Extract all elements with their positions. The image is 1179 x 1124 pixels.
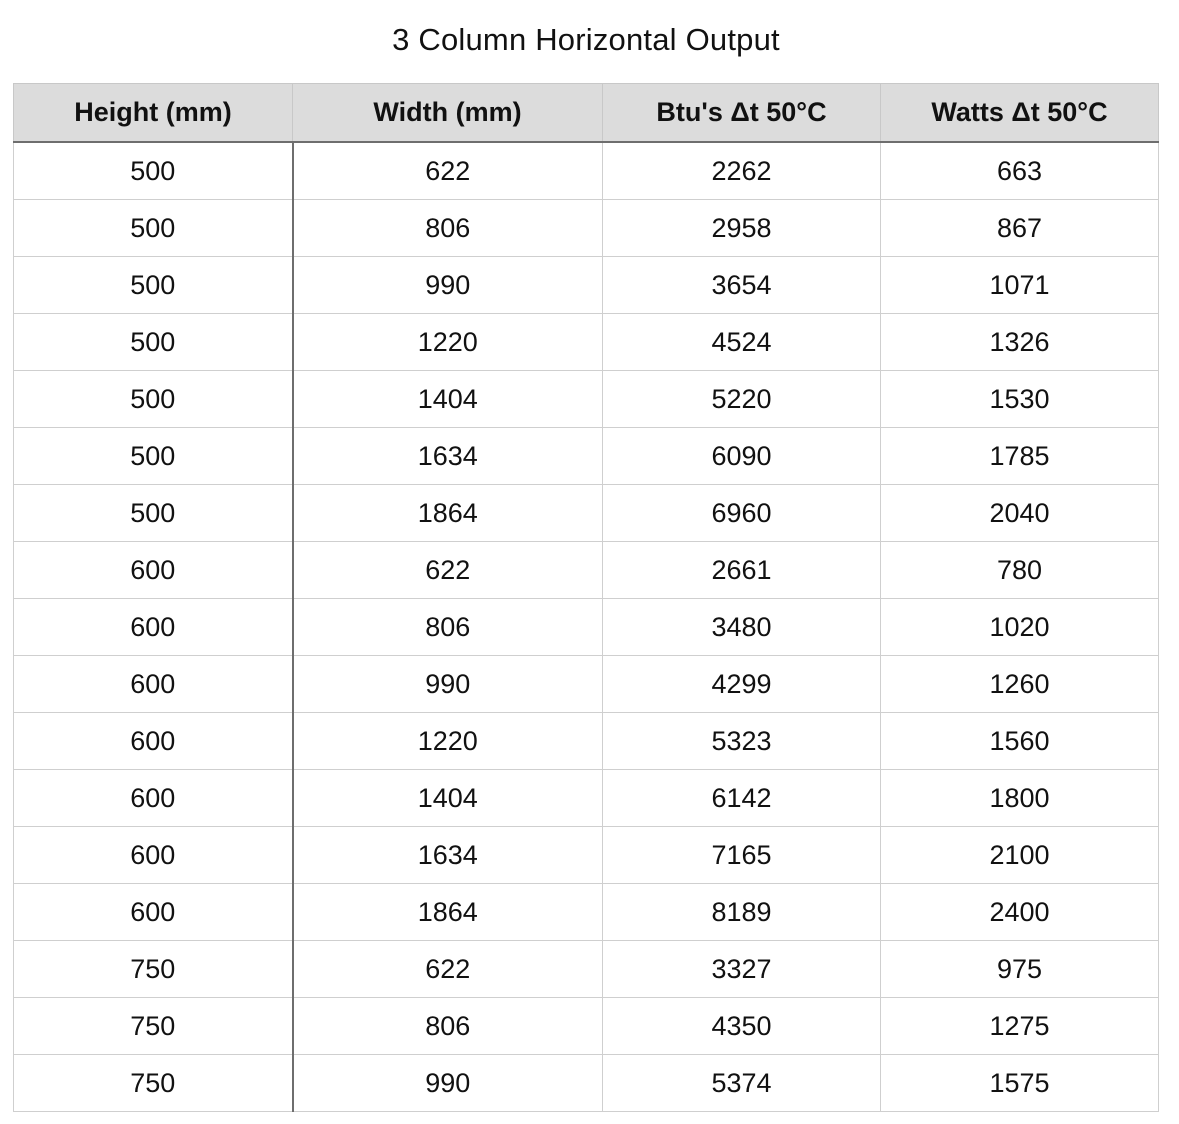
cell-width: 990 xyxy=(293,656,603,713)
header-watts: Watts Δt 50°C xyxy=(881,84,1159,143)
cell-watts: 867 xyxy=(881,200,1159,257)
output-table xyxy=(13,83,1159,1112)
table-row xyxy=(14,200,1159,257)
cell-btus: 4524 xyxy=(603,314,881,371)
cell-height: 750 xyxy=(14,941,293,998)
cell-width: 622 xyxy=(293,542,603,599)
cell-height: 500 xyxy=(14,371,293,428)
header-height: Height (mm) xyxy=(14,84,293,143)
table-row xyxy=(14,998,1159,1055)
cell-height: 500 xyxy=(14,142,293,200)
cell-width: 806 xyxy=(293,200,603,257)
cell-height: 600 xyxy=(14,827,293,884)
cell-height: 500 xyxy=(14,257,293,314)
table-row xyxy=(14,656,1159,713)
cell-watts: 2040 xyxy=(881,485,1159,542)
cell-height: 600 xyxy=(14,713,293,770)
cell-watts: 2400 xyxy=(881,884,1159,941)
cell-width: 1404 xyxy=(293,371,603,428)
cell-height: 600 xyxy=(14,656,293,713)
cell-width: 622 xyxy=(293,941,603,998)
cell-width: 1634 xyxy=(293,827,603,884)
cell-width: 990 xyxy=(293,1055,603,1112)
cell-btus: 4299 xyxy=(603,656,881,713)
cell-watts: 1575 xyxy=(881,1055,1159,1112)
table-row xyxy=(14,770,1159,827)
cell-btus: 3654 xyxy=(603,257,881,314)
header-width: Width (mm) xyxy=(293,84,603,143)
table-row xyxy=(14,599,1159,656)
cell-width: 990 xyxy=(293,257,603,314)
cell-btus: 6960 xyxy=(603,485,881,542)
table-row xyxy=(14,827,1159,884)
cell-btus: 3327 xyxy=(603,941,881,998)
cell-width: 1220 xyxy=(293,713,603,770)
cell-height: 500 xyxy=(14,314,293,371)
table-row xyxy=(14,713,1159,770)
cell-watts: 780 xyxy=(881,542,1159,599)
table-row xyxy=(14,142,1159,200)
cell-btus: 2661 xyxy=(603,542,881,599)
cell-width: 806 xyxy=(293,599,603,656)
cell-height: 600 xyxy=(14,599,293,656)
cell-watts: 1071 xyxy=(881,257,1159,314)
table-row xyxy=(14,884,1159,941)
table-row xyxy=(14,428,1159,485)
cell-width: 1864 xyxy=(293,884,603,941)
table-row xyxy=(14,1055,1159,1112)
table-row xyxy=(14,314,1159,371)
cell-height: 500 xyxy=(14,428,293,485)
cell-width: 1634 xyxy=(293,428,603,485)
cell-btus: 5374 xyxy=(603,1055,881,1112)
cell-height: 500 xyxy=(14,485,293,542)
cell-width: 622 xyxy=(293,142,603,200)
cell-height: 500 xyxy=(14,200,293,257)
table-row xyxy=(14,485,1159,542)
cell-btus: 2262 xyxy=(603,142,881,200)
cell-width: 1864 xyxy=(293,485,603,542)
cell-width: 1404 xyxy=(293,770,603,827)
cell-btus: 3480 xyxy=(603,599,881,656)
cell-width: 1220 xyxy=(293,314,603,371)
table-row xyxy=(14,371,1159,428)
table-row xyxy=(14,941,1159,998)
cell-height: 600 xyxy=(14,884,293,941)
cell-height: 600 xyxy=(14,770,293,827)
cell-watts: 1260 xyxy=(881,656,1159,713)
table-row xyxy=(14,542,1159,599)
cell-btus: 4350 xyxy=(603,998,881,1055)
cell-watts: 663 xyxy=(881,142,1159,200)
cell-height: 750 xyxy=(14,1055,293,1112)
cell-height: 600 xyxy=(14,542,293,599)
cell-width: 806 xyxy=(293,998,603,1055)
cell-watts: 1326 xyxy=(881,314,1159,371)
cell-btus: 7165 xyxy=(603,827,881,884)
cell-watts: 975 xyxy=(881,941,1159,998)
cell-height: 750 xyxy=(14,998,293,1055)
header-btus: Btu's Δt 50°C xyxy=(603,84,881,143)
cell-btus: 5220 xyxy=(603,371,881,428)
cell-watts: 1275 xyxy=(881,998,1159,1055)
cell-btus: 2958 xyxy=(603,200,881,257)
cell-btus: 6090 xyxy=(603,428,881,485)
cell-btus: 8189 xyxy=(603,884,881,941)
cell-watts: 2100 xyxy=(881,827,1159,884)
table-title: 3 Column Horizontal Output xyxy=(392,22,780,57)
cell-watts: 1020 xyxy=(881,599,1159,656)
table-row xyxy=(14,257,1159,314)
cell-watts: 1560 xyxy=(881,713,1159,770)
cell-watts: 1785 xyxy=(881,428,1159,485)
cell-btus: 6142 xyxy=(603,770,881,827)
cell-watts: 1530 xyxy=(881,371,1159,428)
header-row xyxy=(14,84,1159,143)
cell-watts: 1800 xyxy=(881,770,1159,827)
cell-btus: 5323 xyxy=(603,713,881,770)
